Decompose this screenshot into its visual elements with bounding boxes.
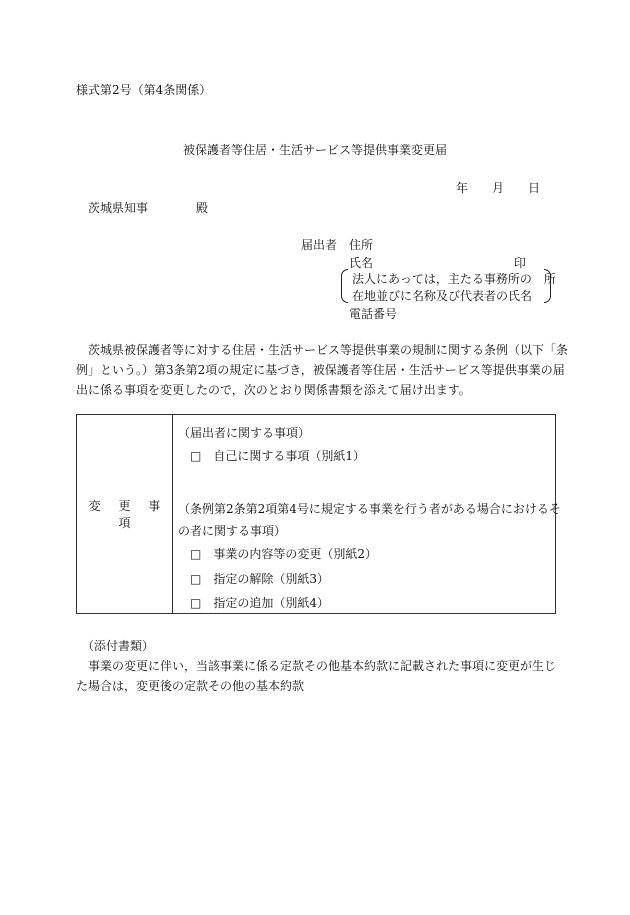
section1-heading: （届出者に関する事項）	[178, 426, 311, 440]
addressee-suffix: 殿	[196, 201, 209, 215]
change-items-label: 変 更 事 項	[88, 499, 161, 530]
change-items-content-cell	[173, 415, 561, 614]
name-label: 氏名	[349, 256, 374, 270]
bracket-left	[341, 269, 348, 303]
attachments-line2: た場合は，変更後の定款その他の基本約款	[76, 679, 305, 693]
attachments-line1: 事業の変更に伴い，当該事業に係る定款その他基本約款に記載された事項に変更が生じ	[88, 659, 557, 673]
notifier-label: 届出者	[301, 238, 338, 252]
addressee: 茨城県知事	[88, 201, 149, 215]
corporate-note-line1: 法人にあっては，主たる事務所の 所	[352, 272, 556, 286]
body-line-3: 出に係る事項を変更したので，次のとおり関係書類を添えて届け出ます。	[76, 383, 471, 397]
checkbox-item-designation-addition[interactable]: □ 指定の追加（別紙4）	[190, 596, 329, 610]
checkbox-item-self[interactable]: □ 自己に関する事項（別紙1）	[190, 449, 365, 463]
checkbox-item-designation-removal[interactable]: □ 指定の解除（別紙3）	[190, 572, 329, 586]
section2-heading-line1: （条例第2条第2項第4号に規定する事業を行う者がある場合におけるそ	[178, 502, 561, 516]
phone-label: 電話番号	[349, 307, 398, 321]
address-label: 住所	[349, 238, 374, 252]
date-line: 年 月 日	[456, 181, 541, 195]
change-items-label-cell	[77, 415, 173, 614]
seal-mark: 印	[514, 256, 527, 270]
body-line-2: 例」という。）第3条第2項の規定に基づき，被保護者等住居・生活サービス等提供事業の届	[76, 363, 565, 377]
form-number: 様式第2号（第4条関係）	[76, 83, 212, 97]
page-title: 被保護者等住居・生活サービス等提供事業変更届	[183, 143, 448, 157]
body-line-1: 茨城県被保護者等に対する住居・生活サービス等提供事業の規制に関する条例（以下「条	[88, 343, 569, 357]
checkbox-item-business-change[interactable]: □ 事業の内容等の変更（別紙2）	[190, 547, 377, 561]
change-items-table	[76, 414, 561, 614]
attachments-heading: （添付書類）	[82, 639, 155, 653]
section2-heading-line2: の者に関する事項）	[178, 524, 287, 538]
corporate-note-line2: 在地並びに名称及び代表者の氏名	[352, 289, 533, 303]
